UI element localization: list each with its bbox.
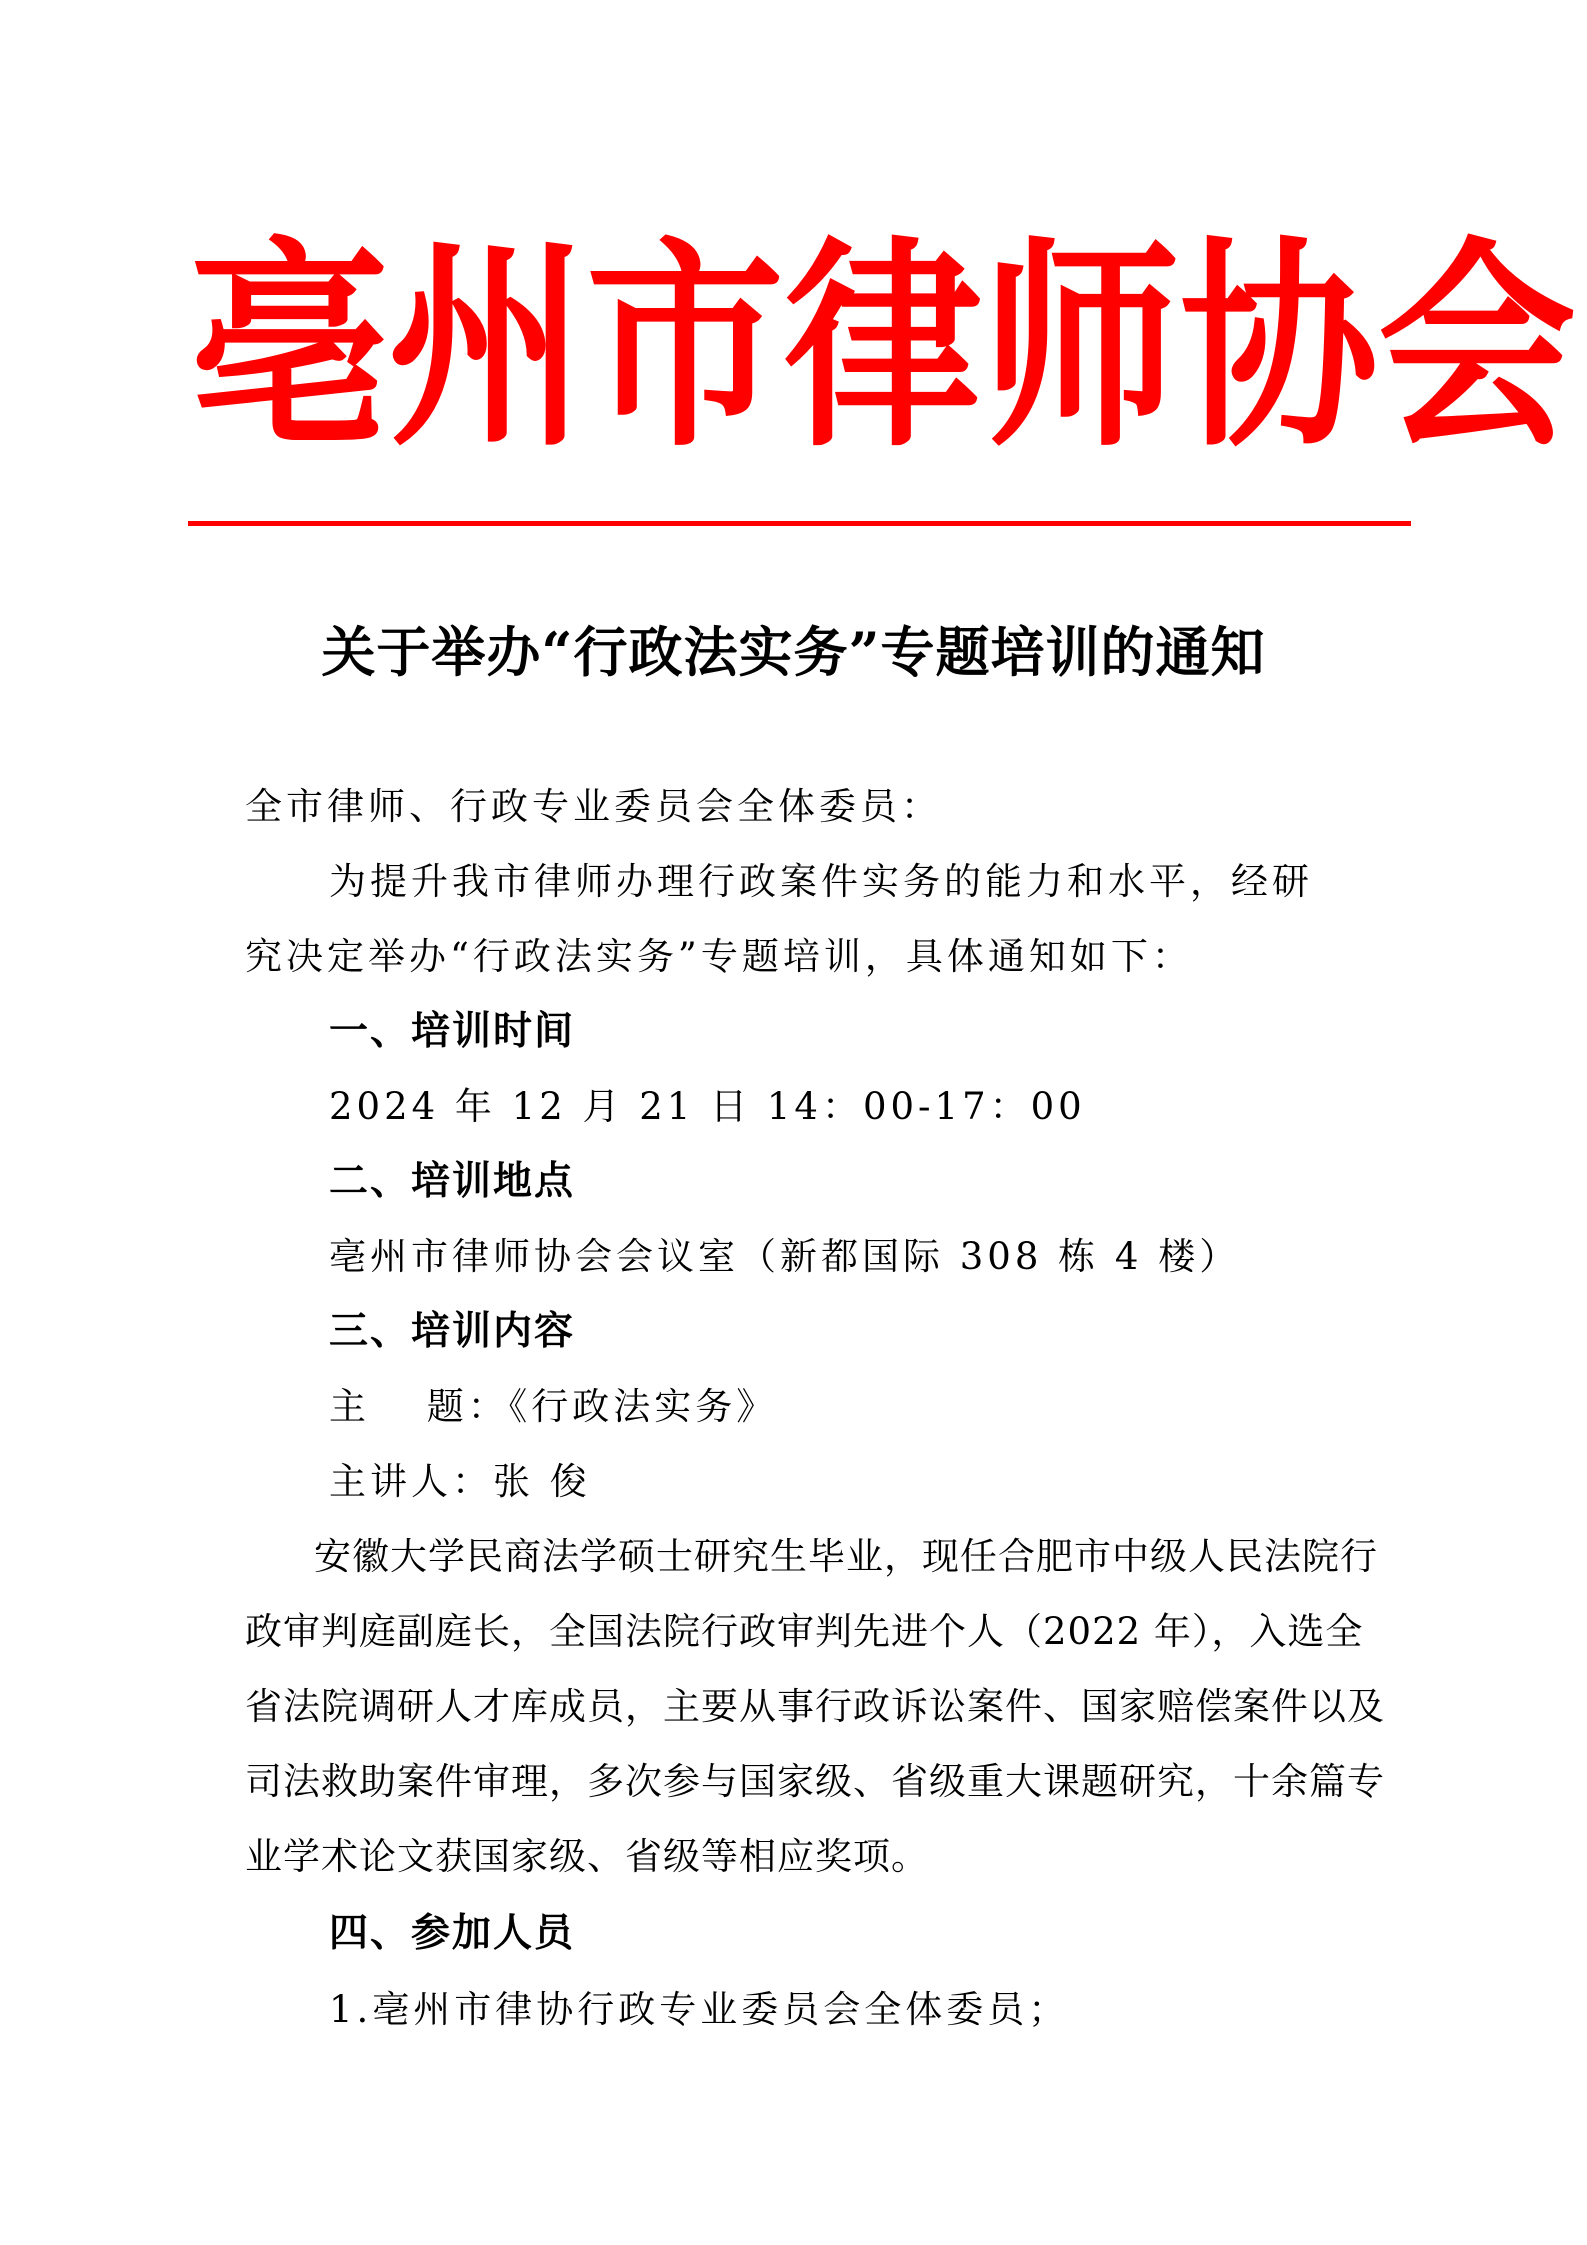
training-location: 亳州市律师协会会议室（新都国际 308 栋 4 楼） (329, 1235, 1241, 1278)
speaker-bio-line: 安徽大学民商法学硕士研究生毕业，现任合肥市中级人民法院行 (314, 1535, 1378, 1578)
speaker-bio-line: 司法救助案件审理，多次参与国家级、省级重大课题研究，十余篇专 (245, 1760, 1385, 1803)
intro-line: 为提升我市律师办理行政案件实务的能力和水平，经研 (329, 860, 1313, 903)
speaker-bio-line: 政审判庭副庭长，全国法院行政审判先进个人（2022 年），入选全 (245, 1610, 1364, 1653)
letterhead-char: 会 (1378, 218, 1576, 477)
section-heading-participants: 四、参加人员 (329, 1911, 576, 1956)
letterhead-title (190, 218, 1576, 478)
section-heading-time: 一、培训时间 (329, 1009, 576, 1054)
topic-label: 主 题： (329, 1385, 509, 1428)
speaker-bio-line: 业学术论文获国家级、省级等相应奖项。 (245, 1835, 929, 1878)
letterhead-red-rule (188, 521, 1411, 526)
notice-title: 关于举办“行政法实务”专题培训的通知 (321, 620, 1266, 684)
section-heading-location: 二、培训地点 (329, 1159, 576, 1204)
intro-line: 究决定举办“行政法实务”专题培训，具体通知如下： (245, 935, 1193, 978)
letterhead-char: 律 (784, 218, 982, 477)
letterhead-char: 州 (388, 218, 586, 477)
letterhead-char: 师 (982, 218, 1180, 477)
speaker-name: 张 俊 (493, 1460, 591, 1503)
participant-item: 1.亳州市律协行政专业委员会全体委员； (329, 1988, 1070, 2031)
topic-value: 《行政法实务》 (508, 1385, 778, 1428)
section-heading-content: 三、培训内容 (329, 1309, 576, 1354)
training-time: 2024 年 12 月 21 日 14：00-17：00 (329, 1085, 1086, 1128)
topic-row (329, 1382, 777, 1432)
speaker-label: 主讲人： (329, 1460, 493, 1503)
letterhead-char: 亳 (190, 218, 388, 477)
letterhead-char: 市 (586, 218, 784, 477)
speaker-bio-line: 省法院调研人才库成员，主要从事行政诉讼案件、国家赔偿案件以及 (245, 1685, 1385, 1728)
speaker-row (329, 1457, 591, 1507)
salutation: 全市律师、行政专业委员会全体委员： (245, 785, 942, 828)
letterhead-char: 协 (1180, 218, 1378, 477)
